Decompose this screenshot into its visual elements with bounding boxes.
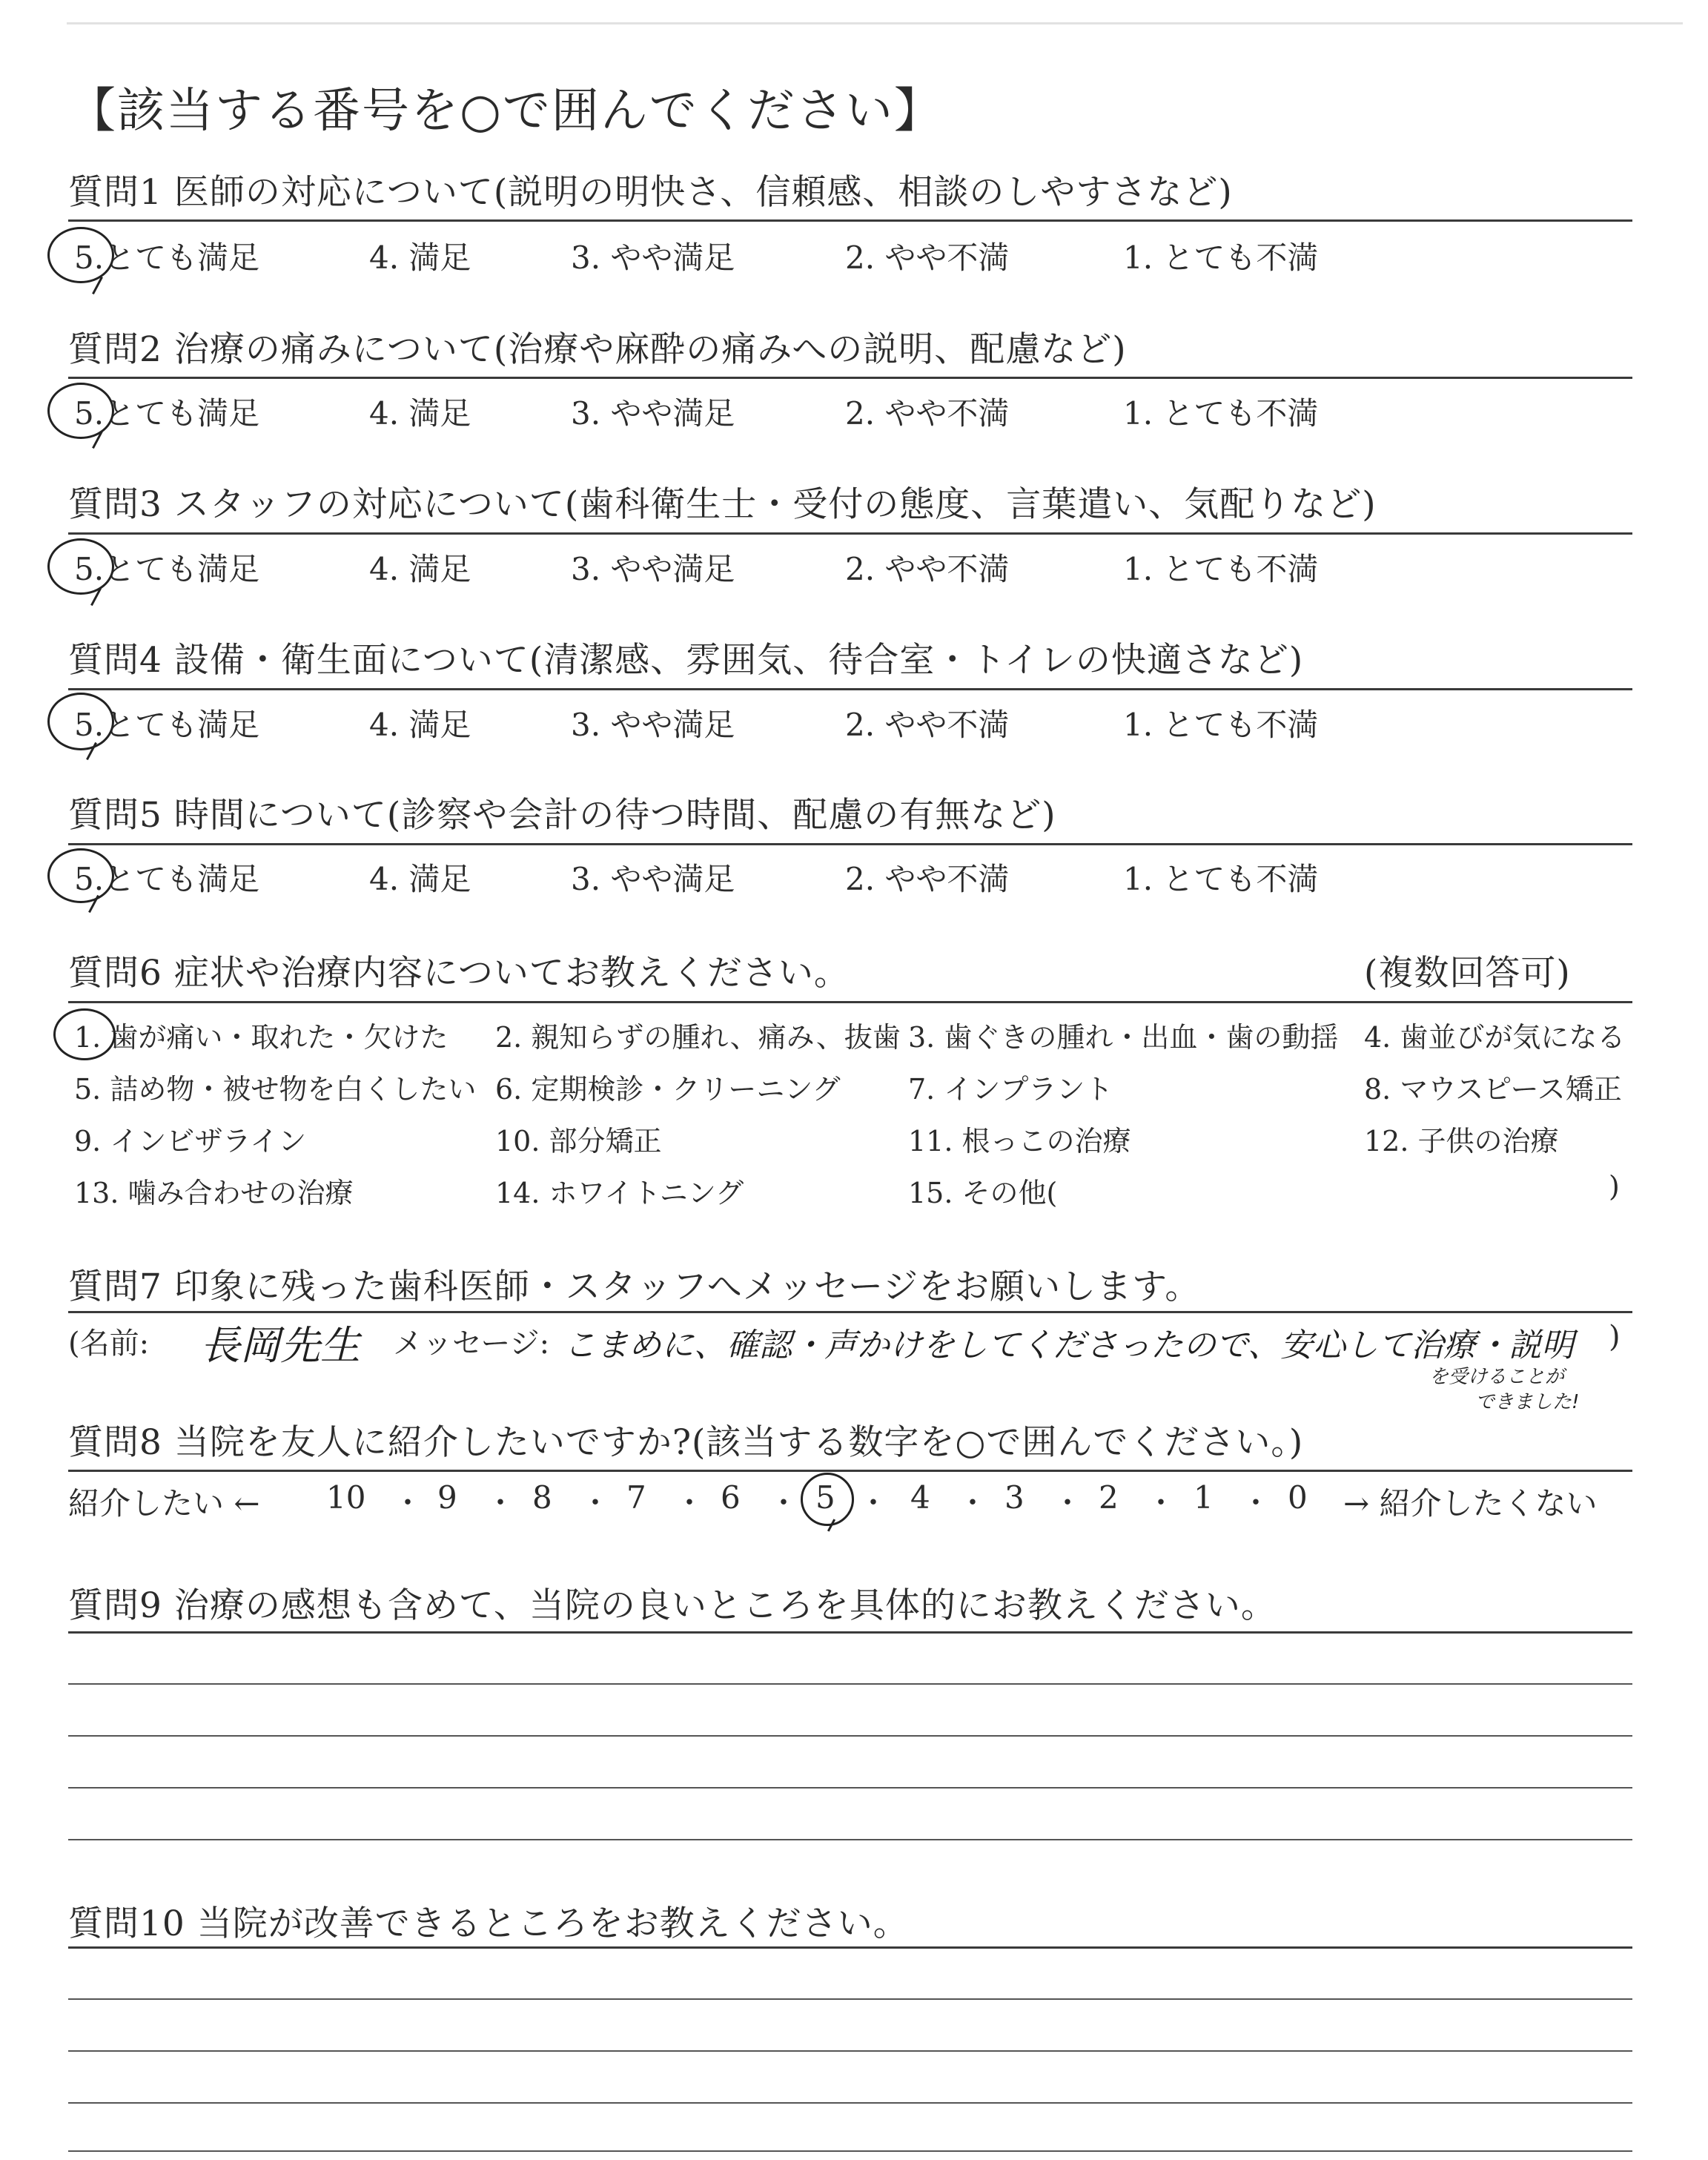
scale-10[interactable]: 10 xyxy=(326,1479,366,1516)
question-6-underline xyxy=(68,1001,1632,1003)
q6-option-5[interactable]: 5. 詰め物・被せ物を白くしたい xyxy=(74,1073,477,1106)
q6-option-15-close: ) xyxy=(1609,1170,1620,1203)
q6-selection-circle xyxy=(53,1008,116,1060)
q1-option-3[interactable]: 3. やや満足 xyxy=(571,240,735,276)
q10-writing-line[interactable] xyxy=(68,2150,1632,2152)
question-2-title: 質問2 治療の痛みについて(治療や麻酔の痛みへの説明、配慮など) xyxy=(68,329,1127,370)
q6-option-6[interactable]: 6. 定期検診・クリーニング xyxy=(495,1073,841,1106)
page-title: 【該当する番号を○で囲んでください】 xyxy=(68,84,943,139)
q6-option-2[interactable]: 2. 親知らずの腫れ、痛み、抜歯 xyxy=(495,1021,901,1054)
question-4-underline xyxy=(68,688,1632,690)
q1-option-2[interactable]: 2. やや不満 xyxy=(845,240,1010,276)
q2-option-5[interactable]: 5.とても満足 xyxy=(74,395,260,432)
q10-writing-line[interactable] xyxy=(68,2050,1632,2052)
question-7-underline xyxy=(68,1311,1632,1313)
question-9-underline xyxy=(68,1631,1632,1634)
scale-separator: ・ xyxy=(1053,1486,1082,1520)
q1-option-4[interactable]: 4. 満足 xyxy=(369,240,471,276)
question-4-title: 質問4 設備・衛生面について(清潔感、雰囲気、待合室・トイレの快適さなど) xyxy=(68,640,1304,681)
scale-separator: ・ xyxy=(769,1486,798,1520)
question-9-title: 質問9 治療の感想も含めて、当院の良いところを具体的にお教えください。 xyxy=(68,1585,1277,1626)
scale-separator: ・ xyxy=(958,1486,987,1520)
q3-option-4[interactable]: 4. 満足 xyxy=(369,551,471,587)
question-8-title: 質問8 当院を友人に紹介したいですか?(該当する数字を○で囲んでください。) xyxy=(68,1422,1304,1463)
q7-message-line-3: できました! xyxy=(1475,1391,1580,1413)
scale-left-label: 紹介したい ← xyxy=(68,1485,260,1522)
q6-option-14[interactable]: 14. ホワイトニング xyxy=(495,1177,744,1209)
q4-option-3[interactable]: 3. やや満足 xyxy=(571,707,735,743)
question-8-underline xyxy=(68,1470,1632,1472)
q9-writing-line[interactable] xyxy=(68,1735,1632,1737)
scale-8[interactable]: 8 xyxy=(532,1479,552,1516)
q7-name-value[interactable]: 長岡先生 xyxy=(200,1322,360,1369)
q3-selection-circle xyxy=(47,538,114,595)
q4-option-5[interactable]: 5.とても満足 xyxy=(74,707,260,743)
scale-5[interactable]: 5 xyxy=(815,1479,835,1516)
q2-option-1[interactable]: 1. とても不満 xyxy=(1123,395,1319,432)
q7-message-line-1[interactable]: こまめに、確認・声かけをしてくださったので、安心して治療・説明 xyxy=(563,1327,1575,1364)
q10-writing-line[interactable] xyxy=(68,1998,1632,2000)
q5-option-5[interactable]: 5.とても満足 xyxy=(74,861,260,897)
top-border xyxy=(67,22,1683,24)
q6-option-10[interactable]: 10. 部分矯正 xyxy=(495,1125,662,1157)
question-10-underline xyxy=(68,1946,1632,1949)
question-5-title: 質問5 時間について(診察や会計の待つ時間、配慮の有無など) xyxy=(68,795,1056,836)
scale-7[interactable]: 7 xyxy=(626,1479,646,1516)
q8-selection-circle xyxy=(801,1473,854,1526)
q3-option-2[interactable]: 2. やや不満 xyxy=(845,551,1010,587)
question-7-title: 質問7 印象に残った歯科医師・スタッフへメッセージをお願いします。 xyxy=(68,1266,1201,1307)
scale-separator: ・ xyxy=(393,1486,423,1520)
q5-option-4[interactable]: 4. 満足 xyxy=(369,861,471,897)
q2-option-3[interactable]: 3. やや満足 xyxy=(571,395,735,432)
q5-option-3[interactable]: 3. やや満足 xyxy=(571,861,735,897)
q6-option-12[interactable]: 12. 子供の治療 xyxy=(1364,1125,1559,1157)
q3-option-1[interactable]: 1. とても不満 xyxy=(1123,551,1319,587)
scale-4[interactable]: 4 xyxy=(910,1479,930,1516)
q7-message-line-2: を受けることが xyxy=(1429,1366,1565,1388)
q9-writing-line[interactable] xyxy=(68,1683,1632,1685)
q6-option-3[interactable]: 3. 歯ぐきの腫れ・出血・歯の動揺 xyxy=(908,1021,1339,1054)
scale-9[interactable]: 9 xyxy=(437,1479,457,1516)
q1-selection-circle xyxy=(47,227,114,283)
question-1-title: 質問1 医師の対応について(説明の明快さ、信頼感、相談のしやすさなど) xyxy=(68,172,1233,213)
q4-option-4[interactable]: 4. 満足 xyxy=(369,707,471,743)
scale-separator: ・ xyxy=(858,1486,888,1520)
scale-separator: ・ xyxy=(1241,1486,1271,1520)
q4-option-2[interactable]: 2. やや不満 xyxy=(845,707,1010,743)
q7-message-label: メッセージ: xyxy=(393,1327,550,1361)
q7-close-paren: ) xyxy=(1609,1320,1621,1354)
question-2-underline xyxy=(68,377,1632,379)
q6-option-15[interactable]: 15. その他( xyxy=(908,1177,1058,1209)
scale-right-label: → 紹介したくない xyxy=(1343,1485,1598,1522)
q5-option-2[interactable]: 2. やや不満 xyxy=(845,861,1010,897)
q2-option-4[interactable]: 4. 満足 xyxy=(369,395,471,432)
q6-option-9[interactable]: 9. インビザライン xyxy=(74,1125,307,1157)
question-10-title: 質問10 当院が改善できるところをお教えください。 xyxy=(68,1903,909,1944)
scale-2[interactable]: 2 xyxy=(1099,1479,1119,1516)
q2-selection-circle xyxy=(47,383,114,439)
scale-separator: ・ xyxy=(486,1486,515,1520)
scale-separator: ・ xyxy=(1146,1486,1176,1520)
scale-6[interactable]: 6 xyxy=(721,1479,741,1516)
question-1-underline xyxy=(68,219,1632,222)
question-3-title: 質問3 スタッフの対応について(歯科衛生士・受付の態度、言葉遣い、気配りなど) xyxy=(68,484,1377,525)
q6-option-11[interactable]: 11. 根っこの治療 xyxy=(908,1125,1131,1157)
question-6-title: 質問6 症状や治療内容についてお教えください。 xyxy=(68,953,850,994)
scale-3[interactable]: 3 xyxy=(1004,1479,1025,1516)
q9-writing-line[interactable] xyxy=(68,1839,1632,1840)
q10-writing-line[interactable] xyxy=(68,2102,1632,2104)
scale-separator: ・ xyxy=(580,1486,610,1520)
q5-selection-circle xyxy=(47,848,114,903)
scale-1[interactable]: 1 xyxy=(1194,1479,1214,1516)
q7-name-label: (名前: xyxy=(68,1327,150,1361)
q1-option-1[interactable]: 1. とても不満 xyxy=(1123,240,1319,276)
q4-option-1[interactable]: 1. とても不満 xyxy=(1123,707,1319,743)
q6-option-1[interactable]: 1. 歯が痛い・取れた・欠けた xyxy=(74,1021,448,1054)
q3-option-3[interactable]: 3. やや満足 xyxy=(571,551,735,587)
q9-writing-line[interactable] xyxy=(68,1787,1632,1789)
question-6-note: (複数回答可) xyxy=(1364,953,1571,994)
question-3-underline xyxy=(68,532,1632,535)
q6-option-4[interactable]: 4. 歯並びが気になる xyxy=(1364,1021,1626,1054)
scale-0[interactable]: 0 xyxy=(1288,1479,1308,1516)
q3-option-5[interactable]: 5.とても満足 xyxy=(74,551,260,587)
q5-option-1[interactable]: 1. とても不満 xyxy=(1123,861,1319,897)
q6-option-13[interactable]: 13. 噛み合わせの治療 xyxy=(74,1177,354,1209)
question-5-underline xyxy=(68,843,1632,845)
q6-option-7[interactable]: 7. インプラント xyxy=(908,1073,1113,1106)
q6-option-8[interactable]: 8. マウスピース矯正 xyxy=(1364,1073,1622,1106)
q1-option-5[interactable]: 5.とても満足 xyxy=(74,240,260,276)
q4-selection-circle xyxy=(47,693,114,750)
scale-separator: ・ xyxy=(675,1486,704,1520)
q2-option-2[interactable]: 2. やや不満 xyxy=(845,395,1010,432)
